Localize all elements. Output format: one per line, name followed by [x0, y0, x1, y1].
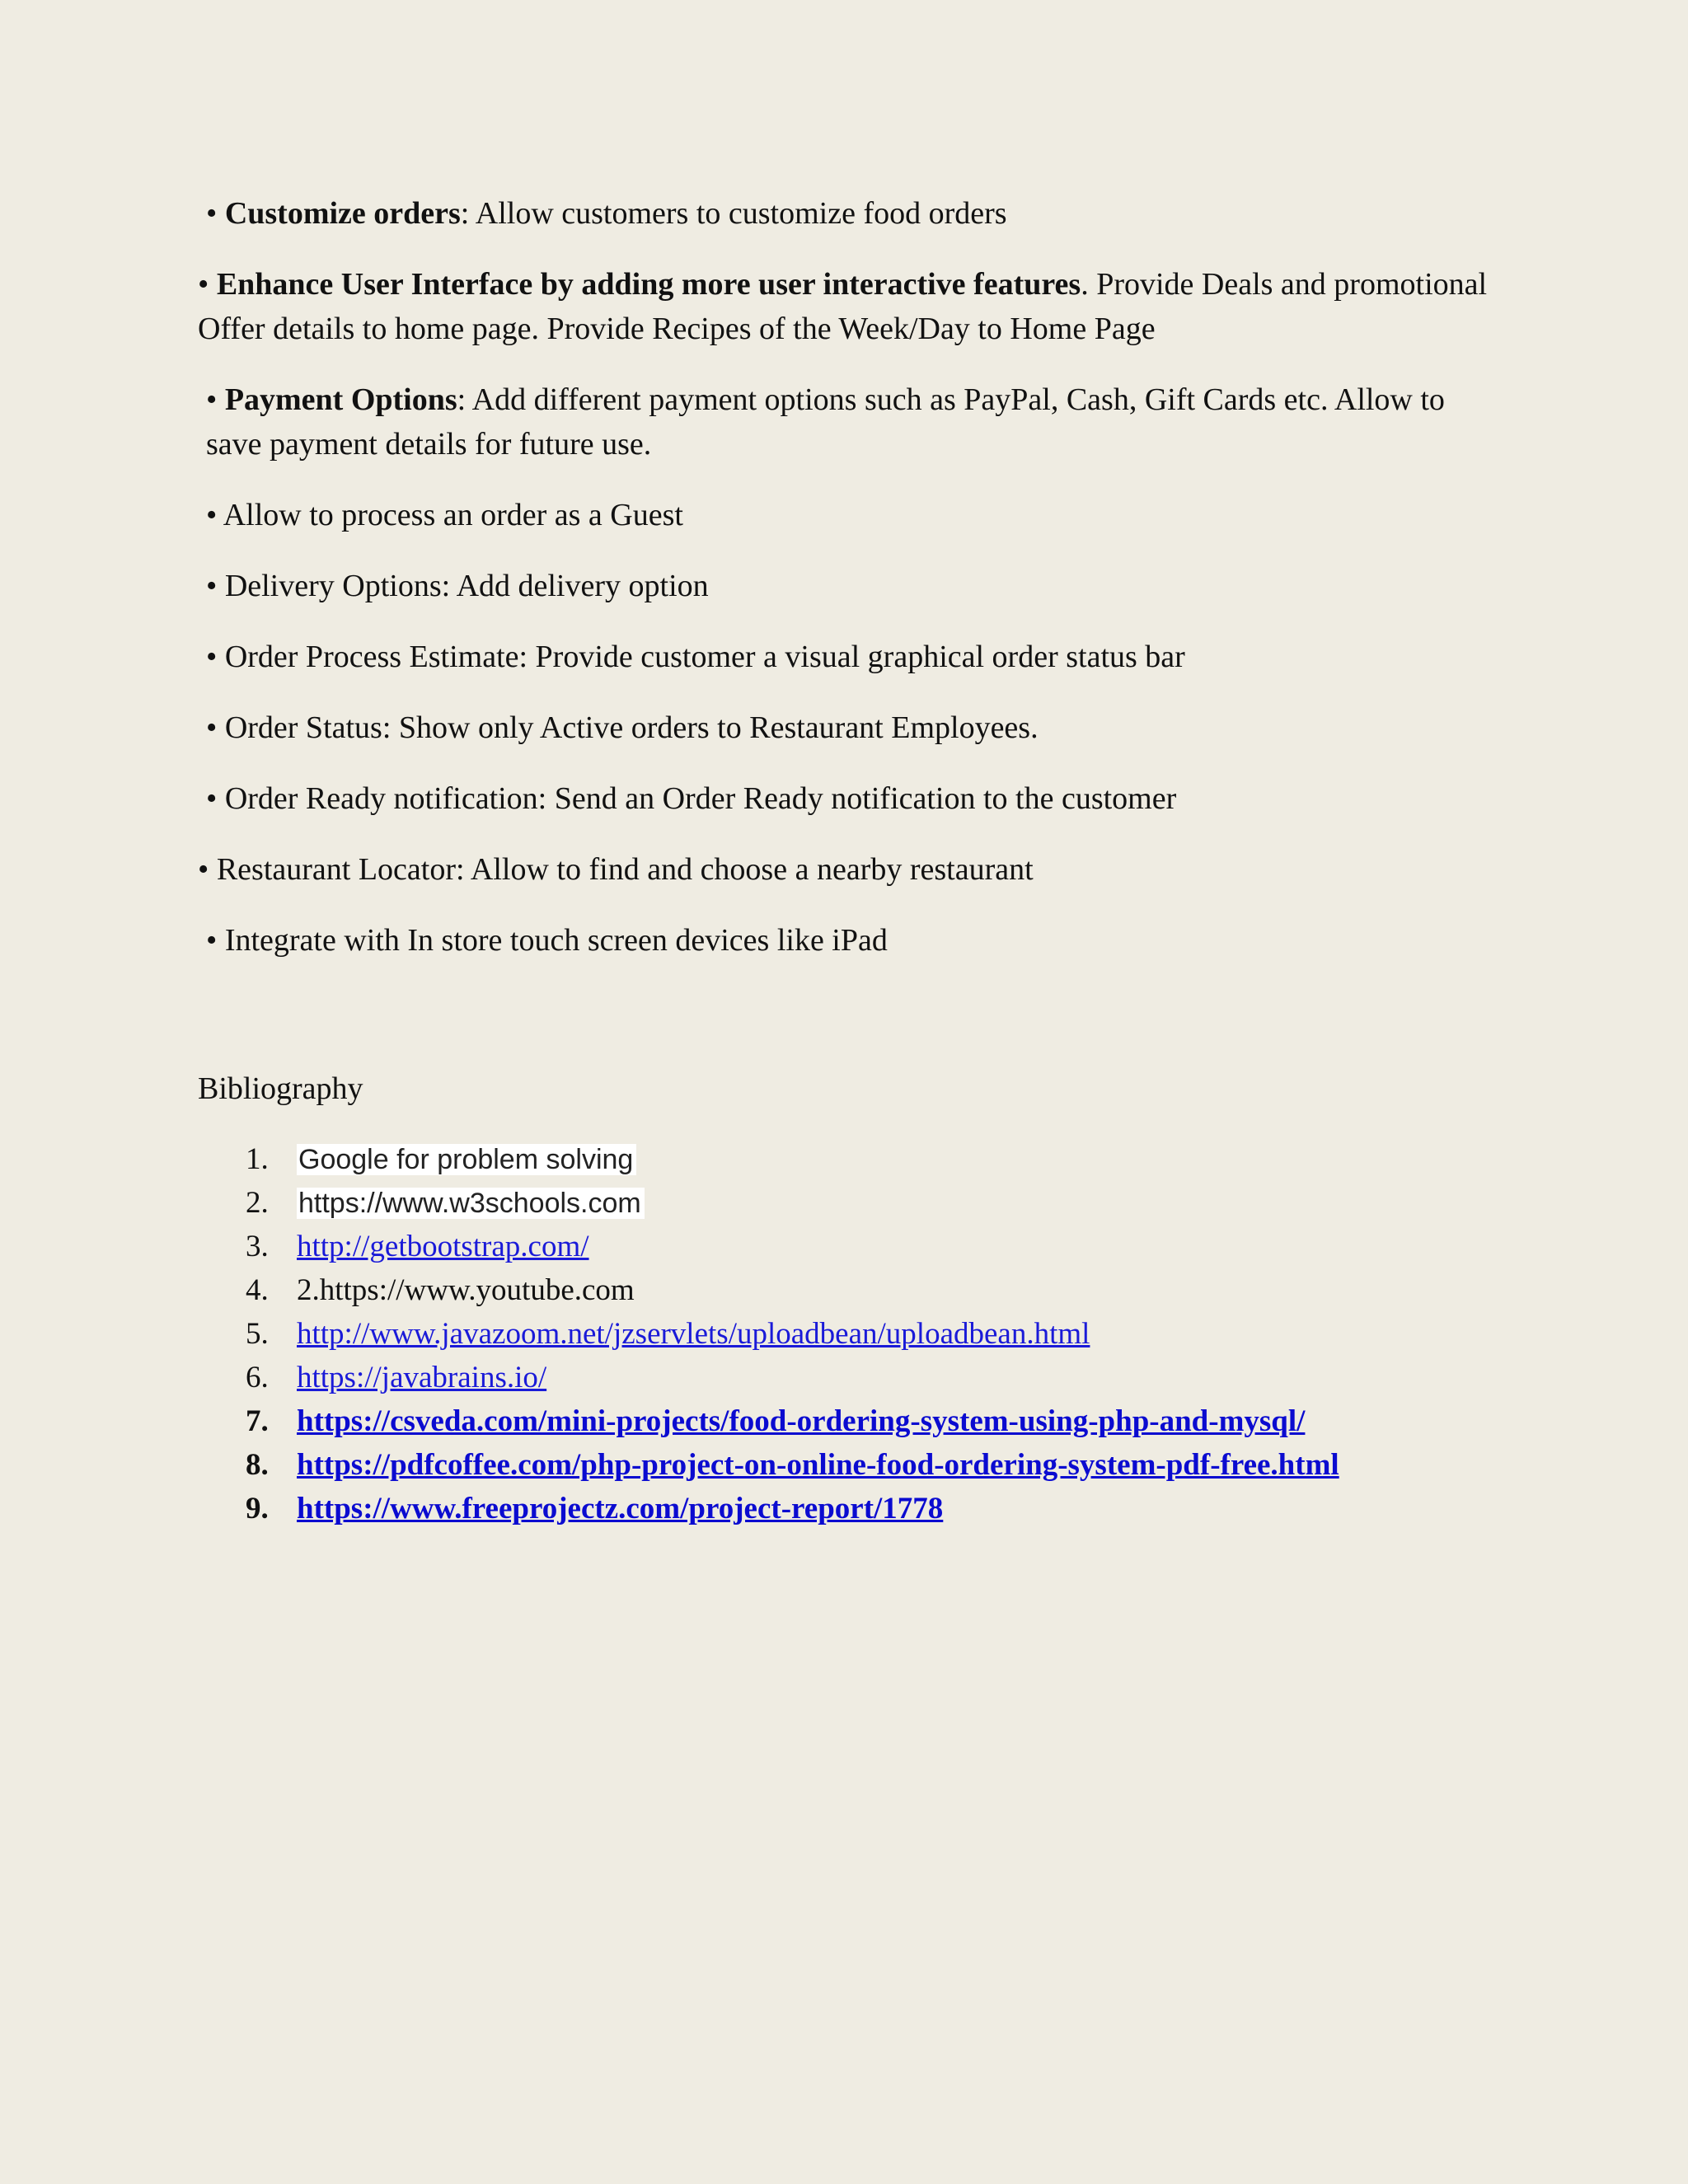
item-number: 1.	[246, 1142, 269, 1176]
bullet-delivery-options	[198, 564, 1500, 608]
bullet-glyph: •	[206, 781, 218, 816]
item-number: 8.	[246, 1448, 269, 1482]
bullet-text: : Allow customers to customize food orders	[460, 196, 1007, 231]
item-number: 3.	[246, 1230, 269, 1263]
bullet-lead: Payment Options	[224, 382, 457, 417]
bullet-glyph: •	[206, 382, 218, 417]
item-number: 4.	[246, 1273, 269, 1307]
bibliography-item	[198, 1443, 1599, 1487]
bibliography-item	[198, 1356, 1599, 1399]
bibliography-text: 2.https://www.youtube.com	[297, 1273, 635, 1307]
bullet-enhance-ui	[198, 262, 1500, 351]
bibliography-heading: Bibliography	[198, 1071, 363, 1106]
bibliography-text: Google for problem solving	[297, 1144, 636, 1175]
bullet-text: Delivery Options: Add delivery option	[224, 569, 709, 603]
bullet-glyph: •	[206, 196, 218, 231]
bibliography-item	[198, 1399, 1599, 1443]
bullet-order-ready	[198, 776, 1500, 821]
item-number: 6.	[246, 1361, 269, 1394]
bibliography-item	[198, 1268, 1599, 1312]
bibliography-item	[198, 1225, 1599, 1268]
bullet-lead: Customize orders	[224, 196, 461, 231]
bullet-text: Allow to process an order as a Guest	[223, 498, 683, 532]
item-number: 2.	[246, 1186, 269, 1220]
bullet-restaurant-locator	[198, 847, 1500, 892]
bullet-text: Order Status: Show only Active orders to Restaurant Employees.	[224, 710, 1039, 745]
bibliography-link[interactable]: http://www.javazoom.net/jzservlets/uploadbean/uploadbean.html	[297, 1317, 1090, 1351]
bibliography-item	[198, 1181, 1599, 1225]
bullet-order-status	[198, 705, 1500, 750]
bullet-glyph: •	[206, 923, 218, 958]
bibliography-item	[198, 1137, 1599, 1181]
bullet-text: . Provide Deals and promotional Offer details to home page. Provide Recipes of the Week/Day to Home Page	[198, 267, 1488, 346]
bibliography-item	[198, 1312, 1599, 1356]
future-enhancements-list	[198, 191, 1500, 989]
bullet-order-process-estimate	[198, 635, 1500, 679]
item-number: 9.	[246, 1492, 269, 1526]
bullet-glyph: •	[198, 852, 209, 887]
bullet-lead: Enhance User Interface by adding more user interactive features	[216, 267, 1081, 302]
bibliography-text: https://www.w3schools.com	[297, 1188, 645, 1219]
bibliography-item	[198, 1487, 1599, 1530]
bullet-text: Order Ready notification: Send an Order Ready notification to the customer	[224, 781, 1177, 816]
bullet-glyph: •	[206, 569, 218, 603]
bullet-payment-options	[198, 377, 1500, 466]
bibliography-link[interactable]: https://csveda.com/mini-projects/food-ordering-system-using-php-and-mysql/	[297, 1404, 1306, 1438]
item-number: 5.	[246, 1317, 269, 1351]
bullet-glyph: •	[198, 267, 209, 302]
bibliography-link[interactable]: https://www.freeprojectz.com/project-report/1778	[297, 1492, 944, 1526]
bullet-glyph: •	[206, 498, 218, 532]
bullet-glyph: •	[206, 710, 218, 745]
bibliography-link[interactable]: https://pdfcoffee.com/php-project-on-online-food-ordering-system-pdf-free.html	[297, 1448, 1339, 1482]
bullet-text: Integrate with In store touch screen devices like iPad	[224, 923, 888, 958]
bullet-glyph: •	[206, 640, 218, 674]
bibliography-link[interactable]: https://javabrains.io/	[297, 1361, 547, 1394]
bullet-guest-order	[198, 493, 1500, 537]
bibliography-link[interactable]: http://getbootstrap.com/	[297, 1230, 589, 1263]
bibliography-list	[198, 1137, 1599, 1530]
bullet-text: : Add different payment options such as PayPal, Cash, Gift Cards etc. Allow to save payment details for future use.	[206, 382, 1445, 462]
bullet-text: Restaurant Locator: Allow to find and choose a nearby restaurant	[216, 852, 1034, 887]
bullet-integrate-ipad	[198, 918, 1500, 963]
bullet-text: Order Process Estimate: Provide customer a visual graphical order status bar	[224, 640, 1185, 674]
bullet-customize-orders	[198, 191, 1500, 236]
item-number: 7.	[246, 1404, 269, 1438]
